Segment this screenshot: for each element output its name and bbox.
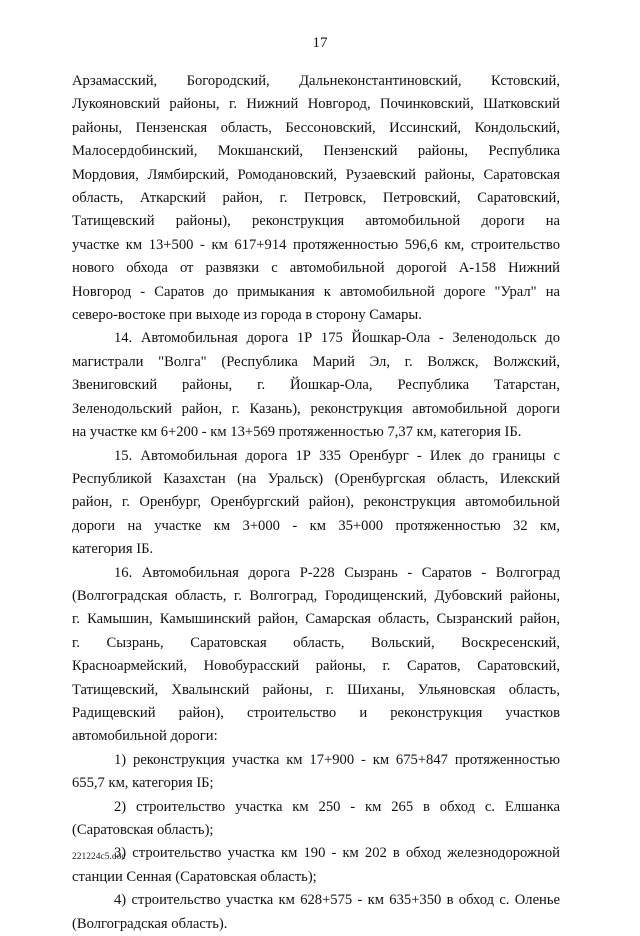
sub-item-4 (72, 889, 560, 936)
text-line: Лукояновский районы, г. Нижний Новгород, Починковский, Шатковский (72, 96, 560, 113)
sub-item-2 (72, 796, 560, 843)
text-line: районы, Пензенская область, Бессоновский, Иссинский, Кондольский, (72, 119, 560, 136)
text-line: область, Аткарский район, г. Петровск, Петровский, Саратовский, (72, 190, 560, 207)
text-line: 15. Автомобильная дорога 1Р 335 Оренбург - Илек до границы с (114, 447, 560, 464)
paragraph-continuation (72, 70, 560, 327)
paragraph-item-16 (72, 562, 560, 749)
document-file-code: 221224c5.doc (72, 852, 126, 862)
text-line: Республикой Казахстан (на Уральск) (Оренбургская область, Илекский (72, 470, 560, 487)
text-line: Звениговский районы, г. Йошкар-Ола, Республика Татарстан, (72, 377, 560, 394)
text-line: нового обхода от развязки с автомобильной дорогой А-158 Нижний (72, 260, 560, 277)
text-line: дороги на участке км 3+000 - км 35+000 протяженностью 32 км, (72, 517, 560, 534)
text-line: 16. Автомобильная дорога Р-228 Сызрань - Саратов - Волгоград (114, 564, 560, 581)
text-line: 655,7 км, категория IБ; (72, 775, 214, 792)
text-line: станции Сенная (Саратовская область); (72, 868, 317, 885)
text-line: (Волгоградская область, г. Волгоград, Городищенский, Дубовский районы, (72, 587, 560, 604)
text-line: г. Камышин, Камышинский район, Самарская область, Сызранский район, (72, 611, 560, 628)
text-line: Мордовия, Лямбирский, Ромодановский, Рузаевский районы, Саратовская (72, 166, 560, 183)
text-line: автомобильной дороги: (72, 728, 218, 745)
text-line: Зеленодольский район, г. Казань), реконструкция автомобильной дороги (72, 400, 560, 417)
text-line: (Волгоградская область). (72, 915, 228, 932)
text-line: магистрали "Волга" (Республика Марий Эл, г. Волжск, Волжский, (72, 353, 560, 370)
text-line: Малосердобинский, Мокшанский, Пензенский районы, Республика (72, 143, 560, 160)
text-line: на участке км 6+200 - км 13+569 протяженностью 7,37 км, категория IБ. (72, 424, 522, 441)
page-number: 17 (312, 35, 328, 51)
text-line: г. Сызрань, Саратовская область, Вольский, Воскресенский, (72, 634, 560, 651)
text-line: район, г. Оренбург, Оренбургский район), реконструкция автомобильной (72, 494, 560, 511)
text-line: 3) строительство участка км 190 - км 202 в обход железнодорожной (114, 845, 560, 862)
text-line: Татищевский районы), реконструкция автомобильной дороги на (72, 213, 560, 230)
paragraph-item-14 (72, 327, 560, 444)
text-line: Арзамасский, Богородский, Дальнеконстантиновский, Кстовский, (72, 73, 560, 89)
text-line: участке км 13+500 - км 617+914 протяженностью 596,6 км, строительство (72, 236, 560, 253)
text-line: 14. Автомобильная дорога 1Р 175 Йошкар-Ола - Зеленодольск до (114, 330, 560, 347)
paragraph-item-15 (72, 445, 560, 562)
document-body (72, 70, 560, 936)
text-line: северо-востоке при выходе из города в сторону Самары. (72, 307, 422, 324)
text-line: 2) строительство участка км 250 - км 265 в обход с. Елшанка (114, 798, 560, 815)
text-line: Радищевский район), строительство и реконструкция участков (72, 704, 560, 721)
text-line: 1) реконструкция участка км 17+900 - км 675+847 протяженностью (114, 751, 560, 768)
text-line: 4) строительство участка км 628+575 - км 635+350 в обход с. Оленье (114, 892, 560, 909)
text-line: Новгород - Саратов до примыкания к автомобильной дороге "Урал" на (72, 283, 560, 300)
text-line: категория IБ. (72, 541, 154, 558)
sub-item-1 (72, 749, 560, 796)
text-line: Красноармейский, Новобурасский районы, г. Саратов, Саратовский, (72, 658, 560, 675)
text-line: (Саратовская область); (72, 822, 214, 838)
sub-item-3 (72, 842, 560, 889)
text-line: Татищевский, Хвалынский районы, г. Шиханы, Ульяновская область, (72, 681, 560, 698)
